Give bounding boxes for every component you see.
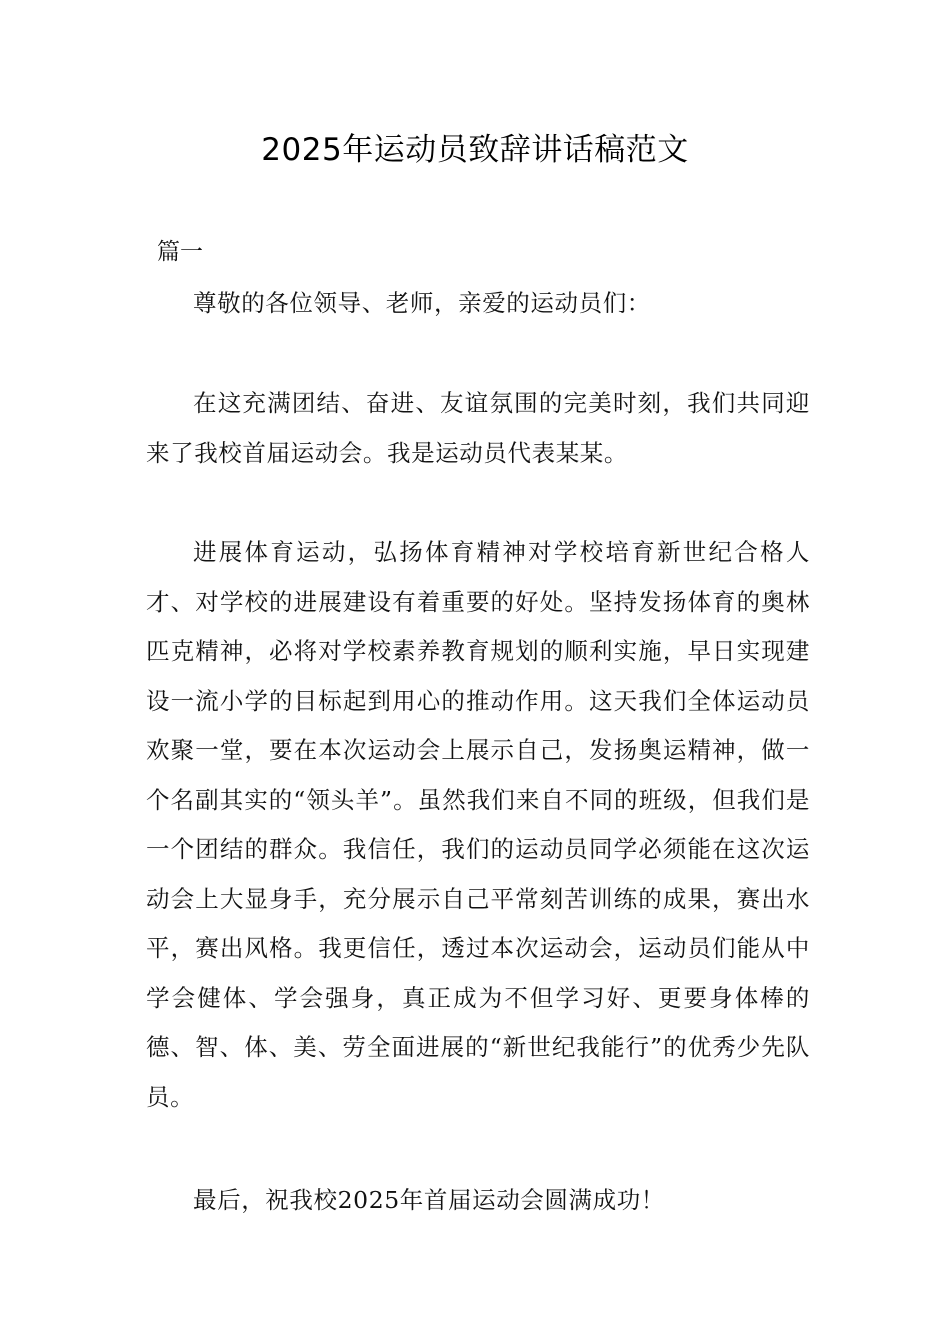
section-label: 篇一	[157, 239, 203, 265]
document-title: 2025年运动员致辞讲话稿范文	[261, 132, 689, 168]
opening-paragraph: 在这充满团结、奋进、友谊氛围的完美时刻，我们共同迎来了我校首届运动会。我是运动员代表某某。	[146, 389, 810, 467]
body-paragraph: 进展体育运动，弘扬体育精神对学校培育新世纪合格人才、对学校的进展建设有着重要的好处。坚持发扬体育的奥林匹克精神，必将对学校素养教育规划的顺利实施，早日实现建设一流小学的目标起到用心的推动作用。这天我们全体运动员欢聚一堂，要在本次运动会上展示自己，发扬奥运精神，做一个名副其实的“领头羊”。虽然我们来自不同的班级，但我们是一个团结的群众。我信任，我们的运动员同学必须能在这次运动会上大显身手，充分展示自己平常刻苦训练的成果，赛出水平，赛出风格。我更信任，透过本次运动会，运动员们能从中学会健体、学会强身，真正成为不但学习好、更要身体棒的德、智、体、美、劳全面进展的“新世纪我能行”的优秀少先队员。	[146, 538, 810, 1111]
salutation-paragraph: 尊敬的各位领导、老师，亲爱的运动员们：	[193, 289, 651, 317]
closing-paragraph: 最后，祝我校2025年首届运动会圆满成功！	[193, 1186, 665, 1214]
